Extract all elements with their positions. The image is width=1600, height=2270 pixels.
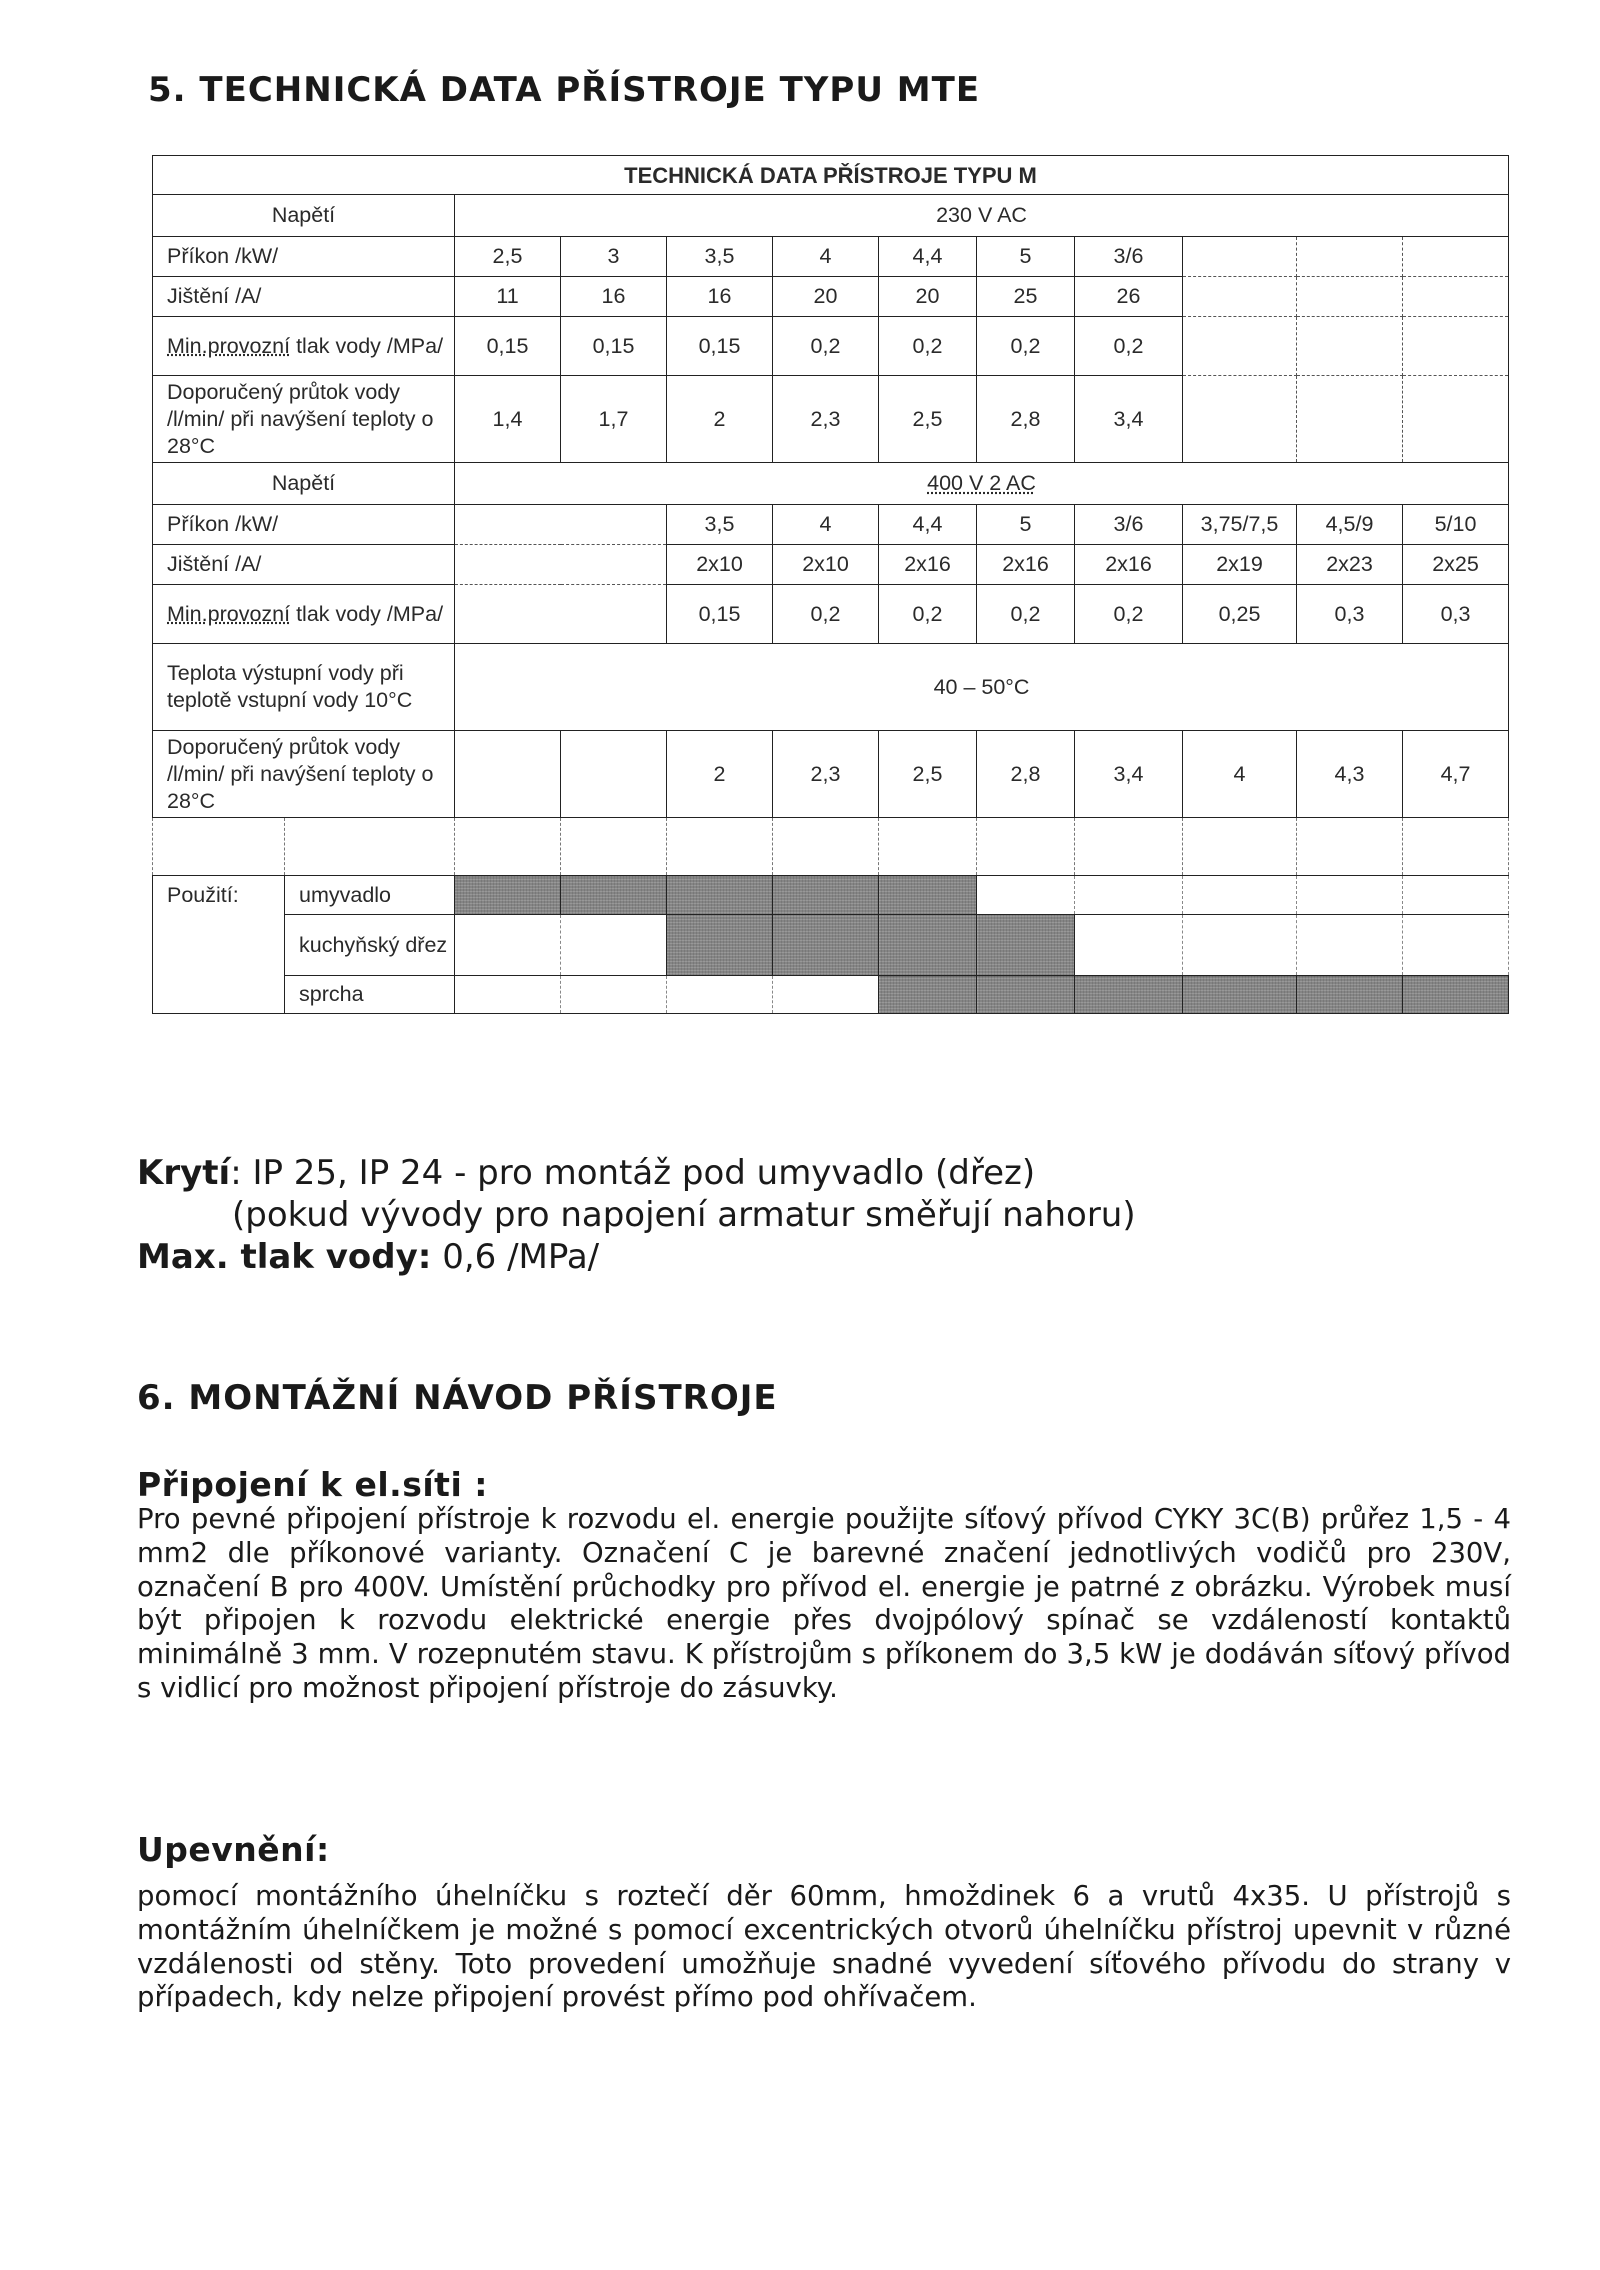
spacer-cell xyxy=(1183,818,1297,876)
usage-marked-cell xyxy=(879,915,977,976)
max-pressure-value: 0,6 /MPa/ xyxy=(431,1237,600,1277)
table-cell: 0,2 xyxy=(977,317,1075,376)
table-cell: 0,15 xyxy=(561,317,667,376)
protection-text: : IP 25, IP 24 - pro montáž pod umyvadlo (dřez) xyxy=(230,1153,1036,1193)
mounting-heading: Upevnění: xyxy=(137,1830,330,1869)
usage-empty-cell xyxy=(1183,876,1297,915)
usage-marked-cell xyxy=(1403,976,1509,1014)
table-cell: 3,4 xyxy=(1075,731,1183,818)
table-cell: 0,15 xyxy=(455,317,561,376)
table-cell: 4,4 xyxy=(879,505,977,545)
table-cell: 0,2 xyxy=(879,317,977,376)
usage-name: kuchyňský dřez xyxy=(285,915,455,976)
prutok-400-label: Doporučený průtok vody /l/min/ při navýšení teploty o 28°C xyxy=(153,731,455,818)
usage-empty-cell xyxy=(977,876,1075,915)
table-cell: 0,3 xyxy=(1403,585,1509,644)
prutok-230-label: Doporučený průtok vody /l/min/ při navýšení teploty o 28°C xyxy=(153,376,455,463)
usage-marked-cell xyxy=(977,915,1075,976)
table-cell: 0,2 xyxy=(773,585,879,644)
table-cell: 4,3 xyxy=(1297,731,1403,818)
usage-empty-cell xyxy=(667,976,773,1014)
table-cell: 3/6 xyxy=(1075,505,1183,545)
napeti-400-text: 400 V 2 AC xyxy=(927,471,1036,495)
section-5-title: 5. TECHNICKÁ DATA PŘÍSTROJE TYPU MTE xyxy=(148,70,981,110)
table-cell: 0,3 xyxy=(1297,585,1403,644)
table-cell: 0,15 xyxy=(667,585,773,644)
napeti-400-value xyxy=(455,463,1509,505)
protection-line xyxy=(137,1152,1136,1194)
table-cell: 26 xyxy=(1075,277,1183,317)
tlak-400-label xyxy=(153,585,455,644)
table-cell: 2x19 xyxy=(1183,545,1297,585)
empty-cell xyxy=(1183,317,1297,376)
empty-cell xyxy=(1403,237,1509,277)
usage-marked-cell xyxy=(773,876,879,915)
table-cell: 0,25 xyxy=(1183,585,1297,644)
empty-cell xyxy=(1183,277,1297,317)
table-cell: 4,4 xyxy=(879,237,977,277)
table-cell: 2x23 xyxy=(1297,545,1403,585)
table-cell: 0,2 xyxy=(773,317,879,376)
spacer-cell xyxy=(1297,818,1403,876)
empty-cell xyxy=(455,505,667,545)
usage-empty-cell xyxy=(1403,915,1509,976)
usage-label-continued xyxy=(153,915,285,976)
tlak-230-label xyxy=(153,317,455,376)
empty-cell xyxy=(1183,237,1297,277)
teplota-label: Teplota výstupní vody při teplotě vstupní vody 10°C xyxy=(153,644,455,731)
section-6-title: 6. MONTÁŽNÍ NÁVOD PŘÍSTROJE xyxy=(137,1378,778,1418)
usage-empty-cell xyxy=(773,976,879,1014)
spacer-cell xyxy=(1075,818,1183,876)
table-cell: 25 xyxy=(977,277,1075,317)
usage-marked-cell xyxy=(667,876,773,915)
table-cell: 2x16 xyxy=(879,545,977,585)
empty-cell xyxy=(1297,376,1403,463)
connection-text: Pro pevné připojení přístroje k rozvodu el. energie použijte síťový přívod CYKY 3C(B) průřez 1,5 - 4 mm2 dle příkonové varianty. Označení C je barevné značení jednotlivých vodičů pro 230V, označení B pro 400V. Umístění průchodky pro přívod el. energie je patrné z obrázku. Výrobek musí být připojen k rozvodu elektrické energie přes dvojpólový spínač se vzdáleností kontaktů minimálně 3 mm. V rozepnutém stavu. K přístrojům s příkonem do 3,5 kW je dodáván síťový přívod s vidlicí pro možnost připojení přístroje do zásuvky. xyxy=(137,1503,1511,1704)
table-cell: 4,7 xyxy=(1403,731,1509,818)
empty-cell xyxy=(1297,277,1403,317)
protection-label: Krytí xyxy=(137,1153,231,1193)
usage-marked-cell xyxy=(667,915,773,976)
table-cell: 2x25 xyxy=(1403,545,1509,585)
usage-empty-cell xyxy=(1297,915,1403,976)
jisteni-230-label: Jištění /A/ xyxy=(153,277,455,317)
usage-label: Použití: xyxy=(153,876,285,915)
spacer-cell xyxy=(773,818,879,876)
usage-empty-cell xyxy=(1075,876,1183,915)
protection-info xyxy=(137,1152,1136,1278)
table-caption: TECHNICKÁ DATA PŘÍSTROJE TYPU M xyxy=(153,156,1509,195)
table-cell: 1,4 xyxy=(455,376,561,463)
prikon-400-label: Příkon /kW/ xyxy=(153,505,455,545)
usage-marked-cell xyxy=(1297,976,1403,1014)
table-cell: 16 xyxy=(667,277,773,317)
table-cell: 4 xyxy=(1183,731,1297,818)
table-cell: 2 xyxy=(667,731,773,818)
table-cell: 0,2 xyxy=(879,585,977,644)
usage-label-continued xyxy=(153,976,285,1014)
table-cell: 0,2 xyxy=(1075,317,1183,376)
table-cell: 20 xyxy=(773,277,879,317)
table-cell: 2x10 xyxy=(773,545,879,585)
usage-empty-cell xyxy=(1075,915,1183,976)
table-cell: 3,75/7,5 xyxy=(1183,505,1297,545)
table-cell: 5 xyxy=(977,237,1075,277)
usage-empty-cell xyxy=(1183,915,1297,976)
table-cell: 3 xyxy=(561,237,667,277)
napeti-230-value: 230 V AC xyxy=(455,195,1509,237)
usage-marked-cell xyxy=(1075,976,1183,1014)
table-cell: 11 xyxy=(455,277,561,317)
table-cell: 2,3 xyxy=(773,376,879,463)
table-cell: 3,5 xyxy=(667,505,773,545)
table-cell: 2,5 xyxy=(455,237,561,277)
empty-cell xyxy=(1183,376,1297,463)
table-cell: 3,5 xyxy=(667,237,773,277)
teplota-value: 40 – 50°C xyxy=(455,644,1509,731)
table-cell: 2,8 xyxy=(977,731,1075,818)
table-cell: 0,15 xyxy=(667,317,773,376)
spacer-cell xyxy=(977,818,1075,876)
table-cell: 2,5 xyxy=(879,731,977,818)
napeti-400-label: Napětí xyxy=(153,463,455,505)
spacer-cell xyxy=(879,818,977,876)
empty-cell xyxy=(455,585,667,644)
table-cell: 4 xyxy=(773,505,879,545)
spacer-cell xyxy=(1403,818,1509,876)
tlak-230-label-2: tlak vody /MPa/ xyxy=(290,333,444,358)
jisteni-400-label: Jištění /A/ xyxy=(153,545,455,585)
table-cell: 4,5/9 xyxy=(1297,505,1403,545)
table-cell: 5/10 xyxy=(1403,505,1509,545)
table-spacer-row xyxy=(153,818,1509,876)
usage-empty-cell xyxy=(1403,876,1509,915)
empty-cell xyxy=(1403,277,1509,317)
tlak-400-label-1: Min.provozní xyxy=(167,601,291,626)
table-cell: 2,5 xyxy=(879,376,977,463)
usage-name: umyvadlo xyxy=(285,876,455,915)
connection-heading: Připojení k el.síti : xyxy=(137,1465,488,1504)
max-pressure-line xyxy=(137,1236,1136,1278)
empty-cell xyxy=(561,731,667,818)
empty-cell xyxy=(1297,237,1403,277)
usage-empty-cell xyxy=(1297,876,1403,915)
spacer-cell xyxy=(153,818,285,876)
spacer-cell xyxy=(667,818,773,876)
table-cell: 2x10 xyxy=(667,545,773,585)
usage-marked-cell xyxy=(773,915,879,976)
table-cell: 2 xyxy=(667,376,773,463)
spacer-cell xyxy=(455,818,561,876)
usage-marked-cell xyxy=(1183,976,1297,1014)
usage-empty-cell xyxy=(455,915,561,976)
spacer-cell xyxy=(285,818,455,876)
table-cell: 4 xyxy=(773,237,879,277)
table-cell: 20 xyxy=(879,277,977,317)
max-pressure-label: Max. tlak vody: xyxy=(137,1237,432,1277)
table-cell: 2x16 xyxy=(977,545,1075,585)
tlak-230-label-1: Min.provozní xyxy=(167,333,291,358)
table-cell: 3/6 xyxy=(1075,237,1183,277)
table-cell: 3,4 xyxy=(1075,376,1183,463)
table-cell: 0,2 xyxy=(977,585,1075,644)
usage-empty-cell xyxy=(561,976,667,1014)
usage-marked-cell xyxy=(879,876,977,915)
usage-empty-cell xyxy=(455,976,561,1014)
protection-note: (pokud vývody pro napojení armatur směřují nahoru) xyxy=(232,1195,1136,1235)
empty-cell xyxy=(455,545,667,585)
usage-empty-cell xyxy=(561,915,667,976)
table-cell: 2,8 xyxy=(977,376,1075,463)
empty-cell xyxy=(1403,376,1509,463)
technical-data-table xyxy=(152,155,1509,1014)
table-cell: 1,7 xyxy=(561,376,667,463)
empty-cell xyxy=(1403,317,1509,376)
table-cell: 16 xyxy=(561,277,667,317)
empty-cell xyxy=(455,731,561,818)
table-cell: 5 xyxy=(977,505,1075,545)
usage-marked-cell xyxy=(561,876,667,915)
table-cell: 2,3 xyxy=(773,731,879,818)
tlak-400-label-2: tlak vody /MPa/ xyxy=(290,601,444,626)
usage-marked-cell xyxy=(455,876,561,915)
empty-cell xyxy=(1297,317,1403,376)
usage-marked-cell xyxy=(879,976,977,1014)
mounting-text: pomocí montážního úhelníčku s roztečí děr 60mm, hmoždinek 6 a vrutů 4x35. U přístrojů s montážním úhelníčkem je možné s pomocí excentrických otvorů úhelníčku přístroj upevnit v různé vzdálenosti od stěny. Toto provedení umožňuje snadné vyvedení síťového přívodu do strany v případech, kdy nelze připojení provést přímo pod ohřívačem. xyxy=(137,1880,1511,2014)
spacer-cell xyxy=(561,818,667,876)
table-cell: 0,2 xyxy=(1075,585,1183,644)
napeti-230-label: Napětí xyxy=(153,195,455,237)
table-cell: 2x16 xyxy=(1075,545,1183,585)
usage-marked-cell xyxy=(977,976,1075,1014)
usage-name: sprcha xyxy=(285,976,455,1014)
prikon-230-label: Příkon /kW/ xyxy=(153,237,455,277)
